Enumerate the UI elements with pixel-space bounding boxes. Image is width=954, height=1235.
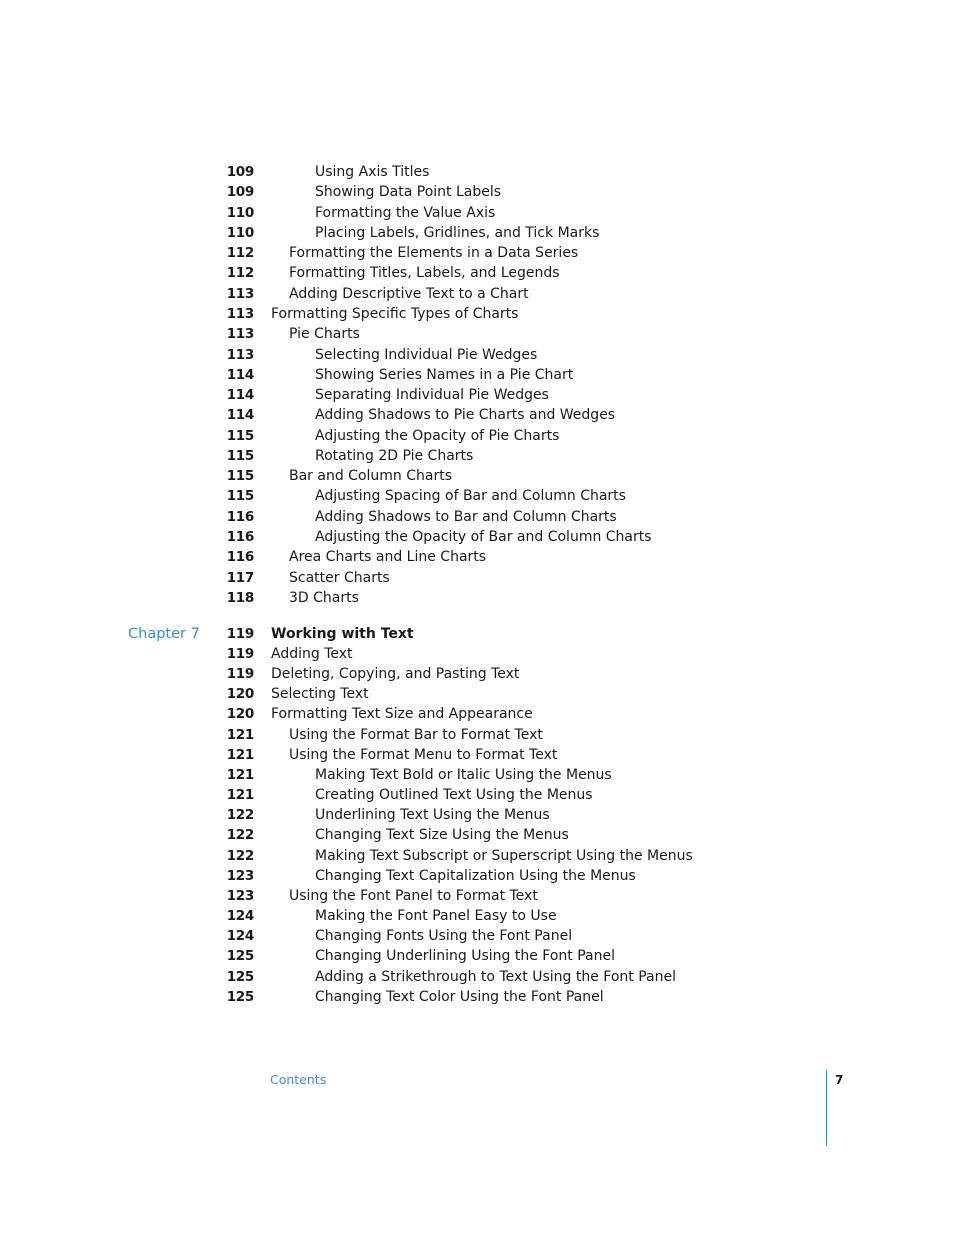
toc-entry[interactable]	[0, 987, 954, 1007]
toc-page-number: 124	[226, 908, 254, 925]
toc-entry[interactable]	[0, 466, 954, 486]
toc-page-number: 125	[226, 968, 254, 985]
toc-entry-title: Making Text Bold or Italic Using the Menus	[315, 766, 612, 783]
toc-entry-title: Changing Text Capitalization Using the Menus	[315, 867, 636, 884]
toc-entry[interactable]	[0, 426, 954, 446]
toc-entry[interactable]	[0, 324, 954, 344]
toc-entry[interactable]	[0, 745, 954, 765]
toc-entry[interactable]	[0, 304, 954, 324]
toc-entry-title: Rotating 2D Pie Charts	[315, 447, 474, 464]
toc-entry[interactable]	[0, 345, 954, 365]
toc-entry-title: Making the Font Panel Easy to Use	[315, 908, 557, 925]
toc-entry[interactable]	[0, 886, 954, 906]
toc-entry-title: Changing Underlining Using the Font Panel	[315, 948, 615, 965]
toc-page-number: 109	[226, 184, 254, 201]
toc-page-number: 122	[226, 827, 254, 844]
toc-page-number: 115	[226, 447, 254, 464]
toc-entry[interactable]	[0, 664, 954, 684]
toc-entry[interactable]	[0, 203, 954, 223]
toc-entry-title: Using the Format Bar to Format Text	[289, 726, 543, 743]
toc-entry-title: Adding Shadows to Pie Charts and Wedges	[315, 407, 616, 424]
toc-page-number: 110	[226, 204, 254, 221]
toc-page-number: 125	[226, 988, 254, 1005]
toc-entry[interactable]	[0, 223, 954, 243]
toc-page-number: 124	[226, 928, 254, 945]
toc-entry[interactable]	[0, 588, 954, 608]
toc-entry-title: Changing Fonts Using the Font Panel	[315, 928, 573, 945]
toc-entry-title: Area Charts and Line Charts	[289, 549, 487, 566]
toc-entry[interactable]	[0, 765, 954, 785]
toc-page-number: 115	[226, 488, 254, 505]
toc-entry-title: Formatting the Value Axis	[315, 204, 496, 221]
toc-entry-title: Adjusting the Opacity of Bar and Column Charts	[315, 529, 652, 546]
toc-entry-title: Pie Charts	[289, 326, 360, 343]
toc-entry-title: Using the Format Menu to Format Text	[289, 746, 558, 763]
toc-entry-title: Adding Text	[271, 646, 353, 662]
toc-page-number: 123	[226, 867, 254, 884]
toc-entry[interactable]	[0, 527, 954, 547]
toc-entry[interactable]	[0, 926, 954, 946]
toc-page-number: 118	[226, 589, 254, 606]
toc-page-number: 119	[226, 646, 254, 662]
toc-page-number: 123	[226, 887, 254, 904]
toc-page-number: 122	[226, 847, 254, 864]
toc-page-number: 121	[226, 746, 254, 763]
toc-page-number: 116	[226, 549, 254, 566]
toc-entry-title: Creating Outlined Text Using the Menus	[315, 787, 593, 804]
toc-entry[interactable]	[0, 182, 954, 202]
toc-entry-title: Changing Text Size Using the Menus	[315, 827, 569, 844]
toc-entry-title: Selecting Text	[271, 686, 369, 703]
toc-entry-title: Bar and Column Charts	[289, 468, 453, 485]
toc-page-number: 115	[226, 468, 254, 485]
toc-entry-title: Scatter Charts	[289, 569, 390, 586]
toc-page-number: 120	[226, 706, 254, 723]
footer-contents-label[interactable]: Contents	[270, 1072, 327, 1087]
toc-page-number: 117	[226, 569, 254, 586]
toc-page-number: 121	[226, 787, 254, 804]
toc-entry-title: Deleting, Copying, and Pasting Text	[271, 666, 520, 683]
toc-page-number: 112	[226, 245, 254, 262]
toc-entry[interactable]	[0, 684, 954, 704]
toc-page-number: 110	[226, 224, 254, 241]
toc-page-number: 114	[226, 366, 254, 383]
toc-entry[interactable]	[0, 704, 954, 724]
toc-entry[interactable]	[0, 385, 954, 405]
toc-entry[interactable]	[0, 906, 954, 926]
toc-entry[interactable]	[0, 725, 954, 745]
toc-entry[interactable]	[0, 846, 954, 866]
chapter-title: Working with Text	[271, 626, 414, 642]
toc-entry[interactable]	[0, 568, 954, 588]
toc-entry-title: Showing Data Point Labels	[315, 184, 502, 201]
toc-page-number: 113	[226, 326, 254, 343]
toc-entry[interactable]	[0, 365, 954, 385]
toc-page-number: 121	[226, 726, 254, 743]
toc-entry-title: Changing Text Color Using the Font Panel	[315, 988, 604, 1005]
toc-entry-title: Using Axis Titles	[315, 164, 430, 180]
toc-entry[interactable]	[0, 946, 954, 966]
toc-entry[interactable]	[0, 547, 954, 567]
toc-page-number: 114	[226, 407, 254, 424]
toc-entry-title: Formatting the Elements in a Data Series	[289, 245, 579, 262]
toc-entry[interactable]	[0, 405, 954, 425]
toc-entry-title: Adding a Strikethrough to Text Using the Font Panel	[315, 968, 676, 985]
toc-page-number: 122	[226, 807, 254, 824]
toc-entry-title: Formatting Titles, Labels, and Legends	[289, 265, 560, 282]
toc-page-number: 113	[226, 346, 254, 363]
toc-entry-title: Adjusting the Opacity of Pie Charts	[315, 427, 560, 444]
footer-page-number: 7	[835, 1073, 844, 1087]
toc-entry[interactable]	[0, 263, 954, 283]
toc-entry-title: Showing Series Names in a Pie Chart	[315, 366, 574, 383]
toc-page-number: 116	[226, 508, 254, 525]
toc-page-number: 113	[226, 305, 254, 322]
toc-page-number: 120	[226, 686, 254, 703]
toc-entry-title: Formatting Text Size and Appearance	[271, 706, 533, 723]
toc-page-number: 114	[226, 387, 254, 404]
toc-entry-title: Separating Individual Pie Wedges	[315, 387, 549, 404]
toc-entry-title: Formatting Specific Types of Charts	[271, 305, 519, 322]
toc-entry[interactable]	[0, 284, 954, 304]
toc-page-number: 109	[226, 164, 254, 180]
toc-entry-title: 3D Charts	[289, 589, 359, 606]
toc-entry-title: Adjusting Spacing of Bar and Column Charts	[315, 488, 626, 505]
chapter-heading-row[interactable]	[0, 624, 954, 644]
toc-page-number: 113	[226, 285, 254, 302]
toc-entry-title: Adding Descriptive Text to a Chart	[289, 285, 529, 302]
toc-entry-title: Making Text Subscript or Superscript Using the Menus	[315, 847, 693, 864]
toc-page-number: 112	[226, 265, 254, 282]
toc-entry[interactable]	[0, 507, 954, 527]
toc-entry-title: Using the Font Panel to Format Text	[289, 887, 538, 904]
toc-page-number: 125	[226, 948, 254, 965]
toc-entry-title: Adding Shadows to Bar and Column Charts	[315, 508, 617, 525]
chapter-label[interactable]: Chapter 7	[128, 626, 200, 642]
toc-entry[interactable]	[0, 243, 954, 263]
toc-entry[interactable]	[0, 162, 954, 182]
toc-entry[interactable]	[0, 967, 954, 987]
toc-entry-title: Selecting Individual Pie Wedges	[315, 346, 538, 363]
toc-entry[interactable]	[0, 644, 954, 664]
toc-entry-title: Underlining Text Using the Menus	[315, 807, 550, 824]
toc-entry[interactable]	[0, 446, 954, 466]
toc-entry[interactable]	[0, 785, 954, 805]
toc-entry[interactable]	[0, 825, 954, 845]
toc-page-number: 116	[226, 529, 254, 546]
toc-page-number: 115	[226, 427, 254, 444]
toc-entry-title: Placing Labels, Gridlines, and Tick Marks	[315, 224, 600, 241]
toc-page-number: 121	[226, 766, 254, 783]
toc-entry[interactable]	[0, 866, 954, 886]
footer-divider	[826, 1070, 827, 1146]
toc-page-number: 119	[226, 626, 254, 642]
toc-page-number: 119	[226, 666, 254, 683]
toc-entry[interactable]	[0, 805, 954, 825]
toc-entry[interactable]	[0, 486, 954, 506]
